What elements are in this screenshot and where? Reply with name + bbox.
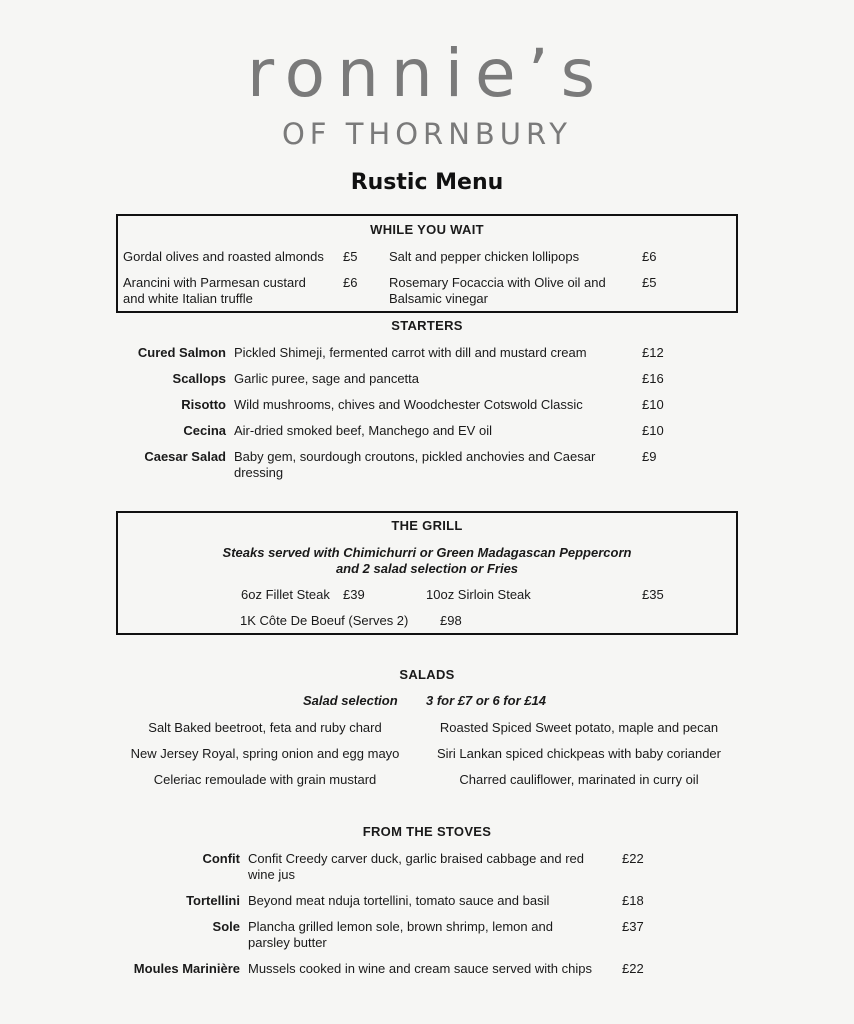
salad-selection-label: Salad selection (303, 693, 398, 708)
stove-price: £37 (622, 919, 644, 934)
starter-name: Cured Salmon (137, 345, 226, 360)
salad-item: Charred cauliflower, marinated in curry oil (459, 772, 699, 787)
wyw-item-price: £6 (343, 275, 358, 290)
starter-desc: Air-dried smoked beef, Manchego and EV oil (234, 423, 492, 438)
wyw-item-price: £6 (642, 249, 657, 264)
stove-name: Tortellini (186, 893, 240, 908)
stove-price: £18 (622, 893, 644, 908)
stove-desc: Beyond meat nduja tortellini, tomato sauce and basil (248, 893, 550, 908)
grill-item-price: £98 (440, 613, 462, 628)
starter-name: Cecina (183, 423, 226, 438)
starter-price: £12 (642, 345, 664, 360)
grill-item-name: 1K Côte De Boeuf (Serves 2) (240, 613, 409, 628)
logo-subtitle: OF THORNBURY (281, 117, 573, 151)
starter-desc: Garlic puree, sage and pancetta (234, 371, 420, 386)
grill-item-name: 10oz Sirloin Steak (426, 587, 531, 602)
stoves-heading: FROM THE STOVES (362, 824, 492, 839)
salad-item: Celeriac remoulade with grain mustard (153, 772, 377, 787)
stove-desc: Confit Creedy carver duck, garlic braised cabbage and red wine jus (248, 851, 585, 882)
salad-item: Siri Lankan spiced chickpeas with baby coriander (437, 746, 721, 761)
starter-price: £10 (642, 423, 664, 438)
salad-item: Roasted Spiced Sweet potato, maple and pecan (439, 720, 719, 735)
starter-price: £9 (642, 449, 657, 464)
wyw-item-name: Arancini with Parmesan custard and white Italian truffle (123, 275, 306, 306)
stove-name: Sole (212, 919, 240, 934)
wyw-item-name: Salt and pepper chicken lollipops (389, 249, 580, 264)
stove-desc: Plancha grilled lemon sole, brown shrimp, lemon and parsley butter (248, 919, 553, 950)
starter-name: Risotto (181, 397, 226, 412)
wyw-item-price: £5 (642, 275, 657, 290)
menu-title: Rustic Menu (350, 170, 504, 195)
salad-item: New Jersey Royal, spring onion and egg mayo (130, 746, 400, 761)
stove-name: Moules Marinière (133, 961, 240, 976)
stove-price: £22 (622, 851, 644, 866)
salads-heading: SALADS (399, 667, 455, 682)
starter-name: Scallops (172, 371, 226, 386)
stove-desc: Mussels cooked in wine and cream sauce served with chips (248, 961, 592, 976)
salad-item: Salt Baked beetroot, feta and ruby chard (148, 720, 382, 735)
while-you-wait-heading: WHILE YOU WAIT (370, 222, 484, 237)
starter-name: Caesar Salad (144, 449, 226, 464)
starter-desc: Baby gem, sourdough croutons, pickled anchovies and Caesar dressing (234, 449, 596, 480)
grill-note: Steaks served with Chimichurri or Green Madagascan Peppercorn (222, 545, 632, 560)
stove-name: Confit (202, 851, 240, 866)
grill-item-price: £35 (642, 587, 664, 602)
wyw-item-price: £5 (343, 249, 358, 264)
wyw-item-name: Rosemary Focaccia with Olive oil and Balsamic vinegar (389, 275, 606, 306)
starters-heading: STARTERS (391, 318, 463, 333)
grill-item-price: £39 (343, 587, 365, 602)
logo-wordmark: ronnie’s (246, 35, 608, 112)
starter-desc: Pickled Shimeji, fermented carrot with dill and mustard cream (234, 345, 587, 360)
wyw-item-name: Gordal olives and roasted almonds (123, 249, 324, 264)
grill-item-name: 6oz Fillet Steak (241, 587, 330, 602)
starter-price: £10 (642, 397, 664, 412)
grill-note: and 2 salad selection or Fries (335, 561, 519, 576)
starter-desc: Wild mushrooms, chives and Woodchester Cotswold Classic (234, 397, 583, 412)
stove-price: £22 (622, 961, 644, 976)
salad-selection-price: 3 for £7 or 6 for £14 (426, 693, 546, 708)
starter-price: £16 (642, 371, 664, 386)
grill-heading: THE GRILL (391, 518, 463, 533)
